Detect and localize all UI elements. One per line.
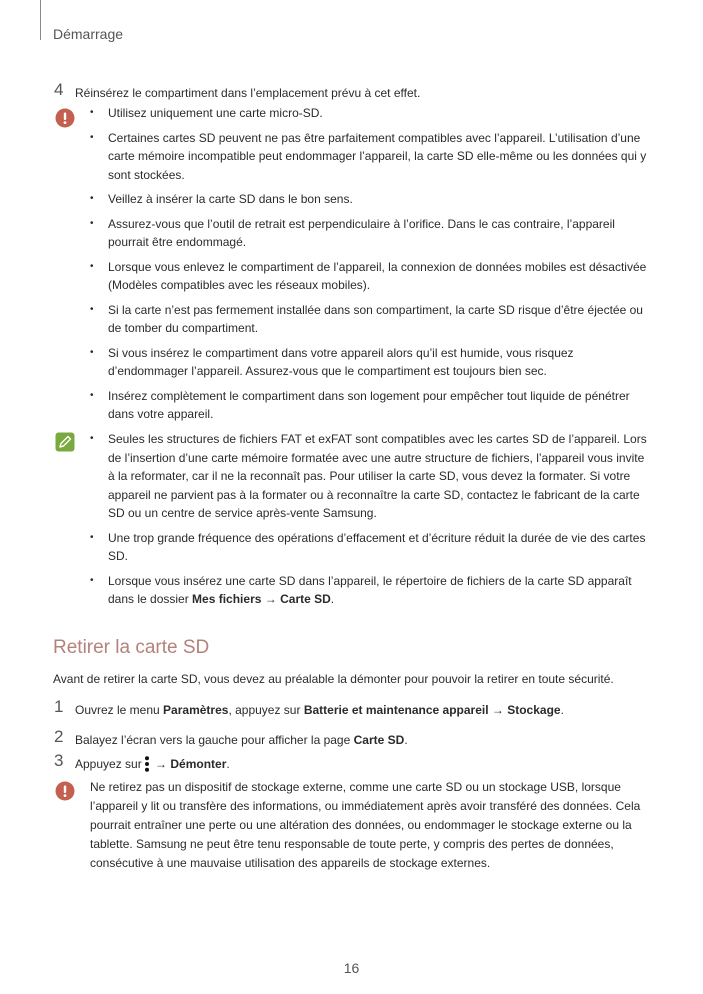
more-options-icon [144,756,150,772]
step-number: 1 [54,697,64,716]
warning-icon [55,781,75,801]
step-number: 2 [54,727,64,746]
step-number: 4 [54,80,64,99]
step-text: Balayez l’écran vers la gauche pour afficher la page Carte SD. [75,733,408,747]
menu-path-my-files: Mes fichiers [192,592,262,606]
list-item: • Utilisez uniquement une carte micro-SD. [90,106,323,120]
header-rule [40,0,41,40]
warning-text: Ne retirez pas un dispositif de stockage externe, comme une carte SD ou un stockage USB, lorsque l’appareil y lit ou transfère des informations, ou immédiatement après avoir transféré des données. Cela pourrait entraîner une perte ou une altération des données, ou endommager le stockage externe ou la tablette. Samsung ne peut être tenu responsable de toute perte, y compris des pertes de données, consécutive à une mauvaise utilisation des appareils de stockage externes. [90,780,641,870]
list-item: • Veillez à insérer la carte SD dans le bon sens. [90,192,353,206]
step-text: Appuyez sur → Démonter. [75,757,230,771]
note-list [88,430,654,615]
step-text: Ouvrez le menu Paramètres, appuyez sur Batterie et maintenance appareil → Stockage. [75,703,564,717]
warning-list [88,104,654,430]
list-item: • Lorsque vous enlevez le compartiment de l’appareil, la connexion de données mobiles est désactivée (Modèles compatibles avec les réseaux mobiles). [90,259,647,292]
step-text: Réinsérez le compartiment dans l’emplacement prévu à cet effet. [75,86,421,100]
section-title: Retirer la carte SD [53,637,210,658]
menu-path-sd-card: Carte SD [280,592,331,606]
list-item: • Si la carte n’est pas fermement installée dans son compartiment, la carte SD risque d’être éjectée ou de tomber du compartiment. [90,302,643,335]
list-item: • Insérez complètement le compartiment dans son logement pour empêcher tout liquide de pénétrer dans votre appareil. [90,388,630,421]
page-number: 16 [343,960,360,976]
list-item: • Assurez-vous que l’outil de retrait est perpendiculaire à l’orifice. Dans le cas contraire, l’appareil pourrait être endommagé. [90,216,615,249]
list-item: • Seules les structures de fichiers FAT et exFAT sont compatibles avec les cartes SD de l’appareil. Lors de l’insertion d’une carte mémoire formatée avec une autre structure de fichiers, l’appareil vous invite à la reformater, car il ne la reconnaît pas. Pour utiliser la carte SD, vous devez la formater. Si votre appareil ne parvient pas à la formater ou à reconnaître la carte SD, contactez le fabricant de la carte SD ou un centre de service après-vente Samsung. [90,432,647,520]
note-icon [55,432,75,452]
warning-icon [55,108,75,128]
step-number: 3 [54,751,64,770]
list-item: • Certaines cartes SD peuvent ne pas être parfaitement compatibles avec l’appareil. L’utilisation d’une carte mémoire incompatible peut endommager l’appareil, la carte SD elle-même ou les données qui y sont stockées. [90,130,647,182]
list-item: • Lorsque vous insérez une carte SD dans l’appareil, le répertoire de fichiers de la carte SD apparaît dans le dossier Mes fichiers → Carte SD. [90,573,632,606]
section-intro: Avant de retirer la carte SD, vous devez au préalable la démonter pour pouvoir la retirer en toute sécurité. [53,672,614,686]
list-item: • Une trop grande fréquence des opérations d’effacement et d’écriture réduit la durée de vie des cartes SD. [90,530,646,563]
list-item: • Si vous insérez le compartiment dans votre appareil alors qu’il est humide, vous risquez d’endommager l’appareil. Assurez-vous que le compartiment est toujours bien sec. [90,345,574,378]
page-header: Démarrage [53,26,124,42]
